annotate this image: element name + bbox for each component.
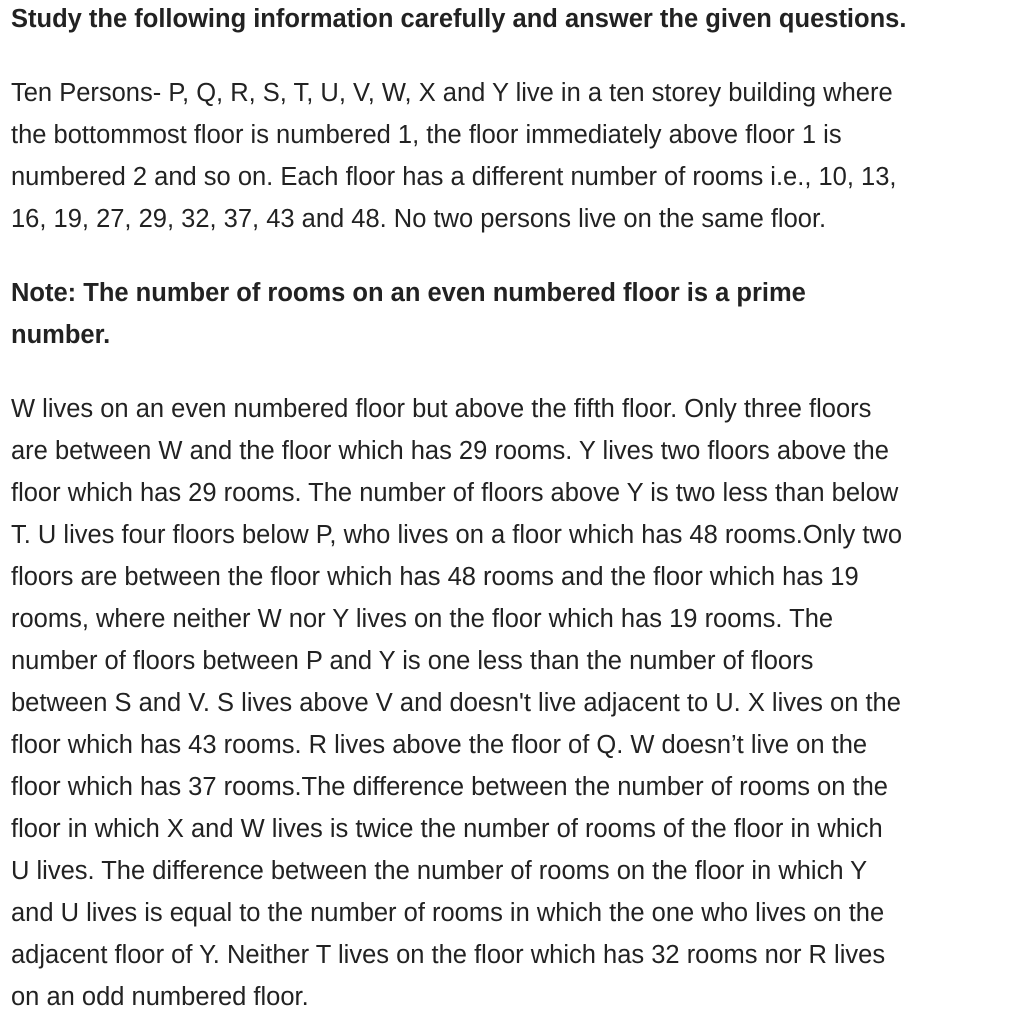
intro-line: numbered 2 and so on. Each floor has a different number of rooms i.e., 10, 13, [11,163,897,191]
clue-line: U lives. The difference between the number of rooms on the floor in which Y [11,857,868,885]
clue-line: rooms, where neither W nor Y lives on the floor which has 19 rooms. The [11,605,834,633]
clue-line: floor which has 37 rooms.The difference between the number of rooms on the [11,773,888,801]
clue-line: T. U lives four floors below P, who lives on a floor which has 48 rooms.Only two [11,521,903,549]
clue-line: W lives on an even numbered floor but above the fifth floor. Only three floors [11,395,872,423]
note-line: Note: The number of rooms on an even numbered floor is a prime [11,279,806,307]
page-heading: Study the following information carefully and answer the given questions. [11,5,907,33]
intro-line: the bottommost floor is numbered 1, the floor immediately above floor 1 is [11,121,842,149]
clue-line: adjacent floor of Y. Neither T lives on the floor which has 32 rooms nor R lives [11,941,886,969]
clue-line: floor which has 29 rooms. The number of floors above Y is two less than below [11,479,899,507]
clue-line: between S and V. S lives above V and doesn't live adjacent to U. X lives on the [11,689,901,717]
clue-line: on an odd numbered floor. [11,983,309,1011]
clue-line: number of floors between P and Y is one less than the number of floors [11,647,814,675]
intro-line: 16, 19, 27, 29, 32, 37, 43 and 48. No two persons live on the same floor. [11,205,827,233]
clue-line: floors are between the floor which has 48 rooms and the floor which has 19 [11,563,859,591]
clue-line: floor in which X and W lives is twice the number of rooms of the floor in which [11,815,883,843]
clue-line: are between W and the floor which has 29 rooms. Y lives two floors above the [11,437,889,465]
intro-line: Ten Persons- P, Q, R, S, T, U, V, W, X and Y live in a ten storey building where [11,79,893,107]
note-line: number. [11,321,111,349]
clue-line: and U lives is equal to the number of rooms in which the one who lives on the [11,899,885,927]
clue-line: floor which has 43 rooms. R lives above the floor of Q. W doesn’t live on the [11,731,868,759]
